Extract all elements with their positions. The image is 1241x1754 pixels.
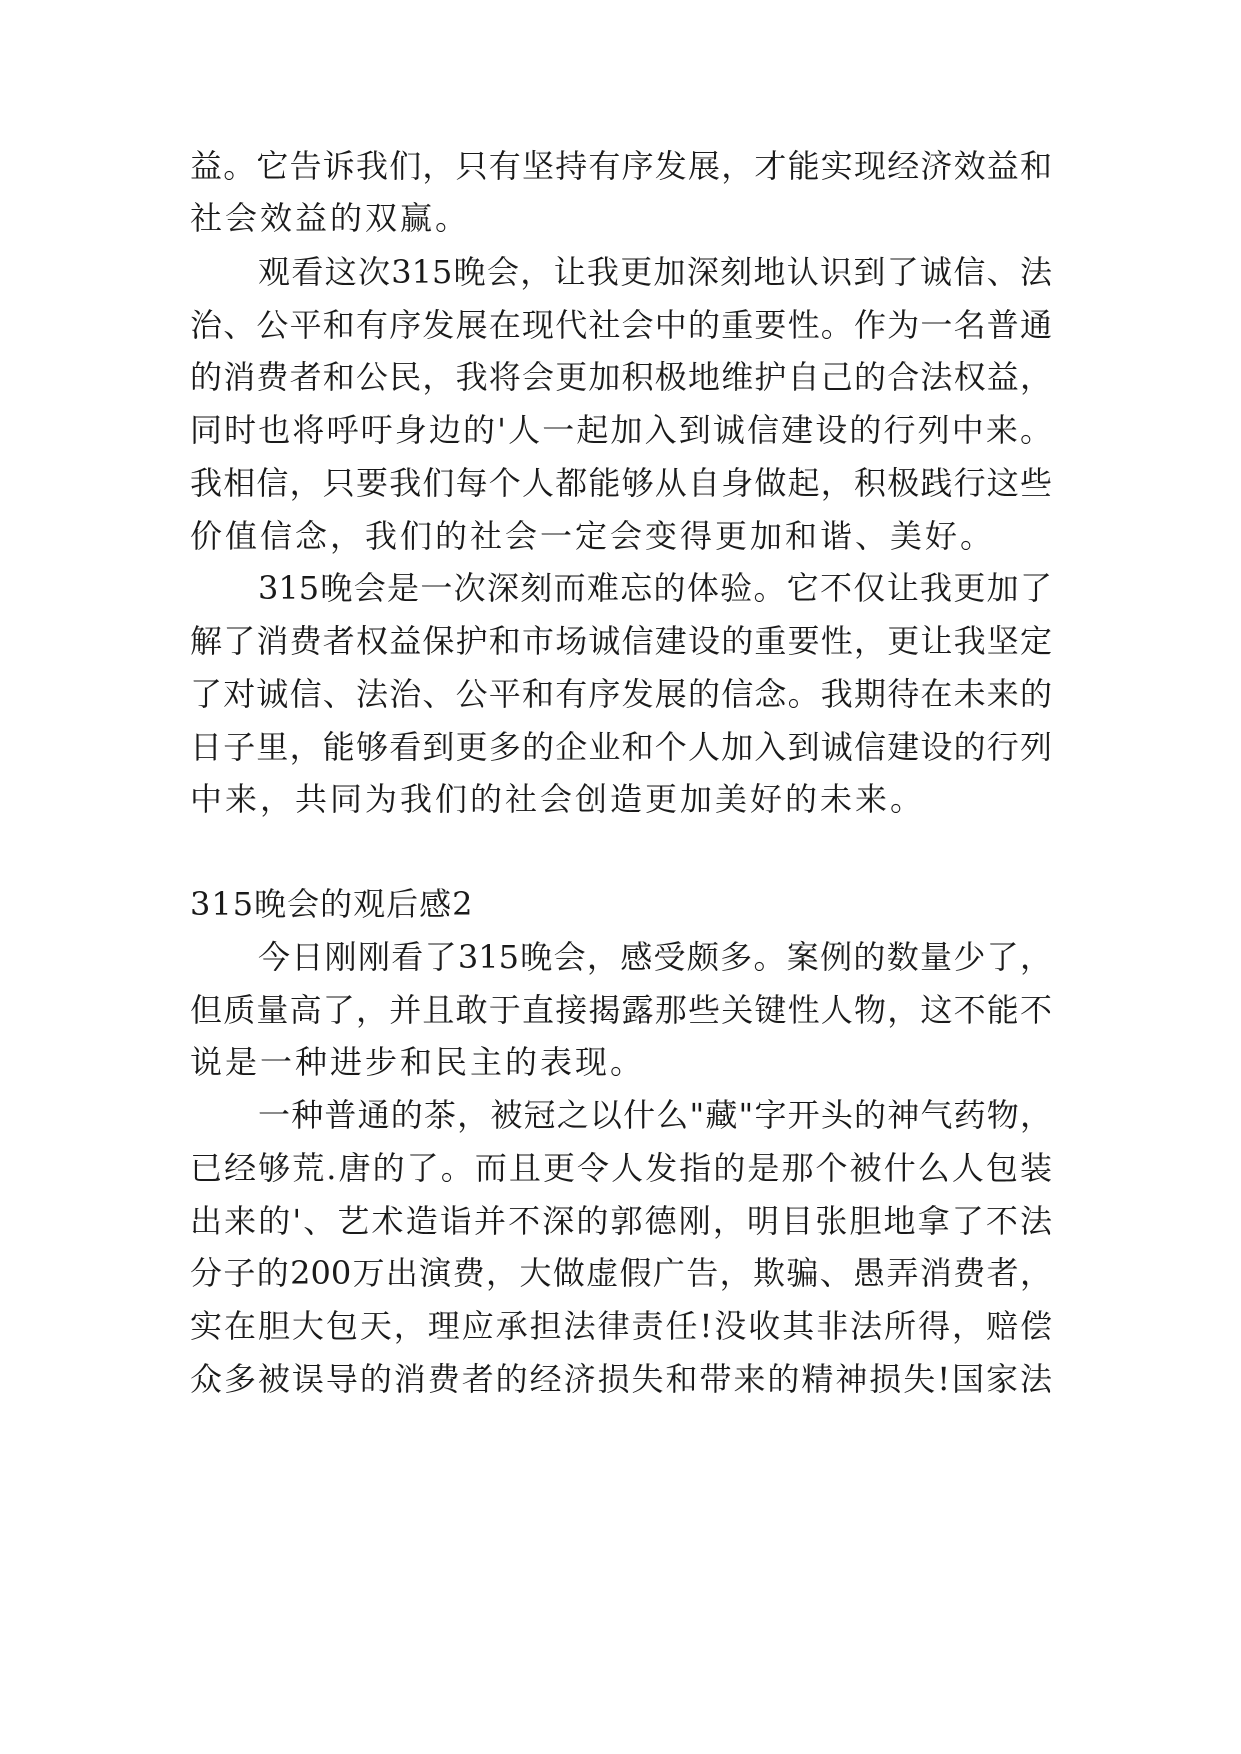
paragraph-4-line-1: 今日刚刚看了315晚会，感受颇多。案例的数量少了，: [258, 938, 1052, 976]
paragraph-5-line-6: 众多被误导的消费者的经济损失和带来的精神损失!国家法: [190, 1360, 1052, 1398]
paragraph-3-line-3: 了对诚信、法治、公平和有序发展的信念。我期待在未来的: [190, 675, 1052, 713]
paragraph-1-line-1: 益。它告诉我们，只有坚持有序发展，才能实现经济效益和: [190, 147, 1052, 185]
paragraph-3-line-1: 315晚会是一次深刻而难忘的体验。它不仅让我更加了: [258, 569, 1052, 607]
paragraph-2-line-1: 观看这次315晚会，让我更加深刻地认识到了诚信、法: [258, 253, 1052, 291]
paragraph-5-line-2: 已经够荒.唐的了。而且更令人发指的是那个被什么人包装: [190, 1149, 1052, 1187]
paragraph-4-line-2: 但质量高了，并且敢于直接揭露那些关键性人物，这不能不: [190, 991, 1052, 1029]
section-heading: 315晚会的观后感2: [190, 885, 474, 923]
paragraph-2-line-4: 同时也将呼吁身边的'人一起加入到诚信建设的行列中来。: [190, 411, 1052, 449]
paragraph-3-line-5: 中来，共同为我们的社会创造更加美好的未来。: [190, 780, 926, 818]
paragraph-2-line-5: 我相信，只要我们每个人都能够从自身做起，积极践行这些: [190, 464, 1052, 502]
paragraph-2-line-2: 治、公平和有序发展在现代社会中的重要性。作为一名普通: [190, 306, 1052, 344]
paragraph-2-line-3: 的消费者和公民，我将会更加积极地维护自己的合法权益，: [190, 358, 1052, 396]
paragraph-3-line-4: 日子里，能够看到更多的企业和个人加入到诚信建设的行列: [190, 728, 1052, 766]
paragraph-5-line-1: 一种普通的茶，被冠之以什么"藏"字开头的神气药物，: [258, 1096, 1052, 1134]
paragraph-4-line-3: 说是一种进步和民主的表现。: [190, 1043, 646, 1081]
paragraph-5-line-5: 实在胆大包天，理应承担法律责任!没收其非法所得，赔偿: [190, 1307, 1052, 1345]
paragraph-3-line-2: 解了消费者权益保护和市场诚信建设的重要性，更让我坚定: [190, 622, 1052, 660]
paragraph-1-line-2: 社会效益的双赢。: [190, 199, 471, 237]
paragraph-5-line-3: 出来的'、艺术造诣并不深的郭德刚，明目张胆地拿了不法: [190, 1202, 1052, 1240]
paragraph-5-line-4: 分子的200万出演费，大做虚假广告，欺骗、愚弄消费者，: [190, 1254, 1052, 1292]
paragraph-2-line-6: 价值信念，我们的社会一定会变得更加和谐、美好。: [190, 517, 996, 555]
